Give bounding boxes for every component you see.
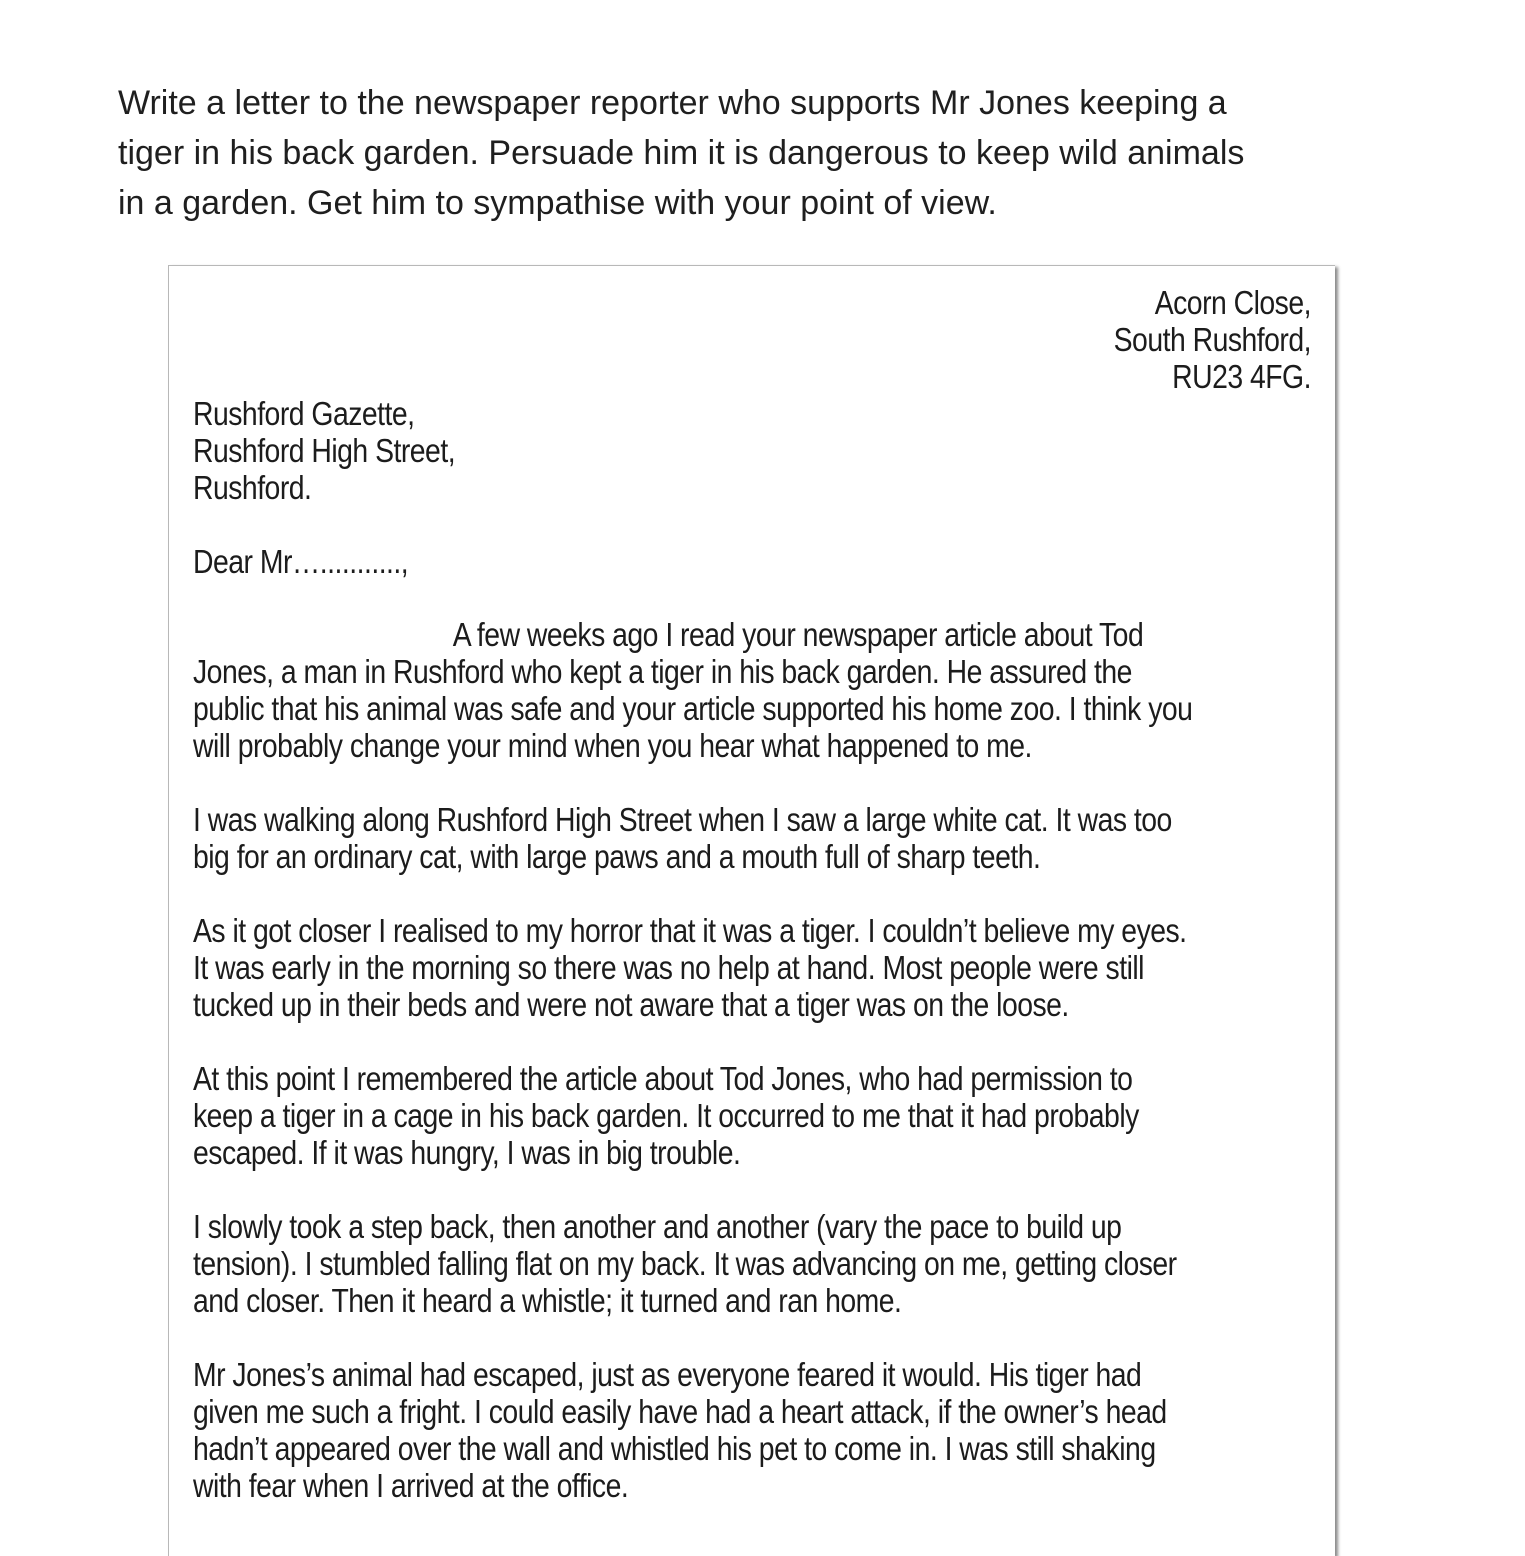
paragraph-line: It was early in the morning so there was no help at hand. Most people were still (193, 949, 1144, 986)
salutation: Dear Mr…..........., (193, 543, 409, 580)
prompt-line: tiger in his back garden. Persuade him it is dangerous to keep wild animals (118, 134, 1245, 172)
prompt-line: Write a letter to the newspaper reporter who supports Mr Jones keeping a (118, 84, 1227, 122)
paragraph-line: Mr Jones’s animal had escaped, just as everyone feared it would. His tiger had (193, 1356, 1142, 1393)
recipient-address-line: Rushford Gazette, (193, 395, 415, 432)
letter-box (168, 265, 1335, 1556)
recipient-address-line: Rushford. (193, 469, 312, 506)
sender-address-line: South Rushford, (1113, 321, 1311, 358)
sender-address (193, 284, 1311, 395)
paragraph-line: given me such a fright. I could easily have had a heart attack, if the owner’s head (193, 1393, 1167, 1430)
recipient-address (193, 395, 1311, 506)
paragraph-3 (193, 912, 1311, 1023)
paragraph-line: At this point I remembered the article about Tod Jones, who had permission to (193, 1060, 1133, 1097)
paragraph-line: A few weeks ago I read your newspaper article about Tod (452, 616, 1144, 653)
task-prompt (118, 78, 1378, 228)
paragraph-line: I was walking along Rushford High Street when I saw a large white cat. It was too (193, 801, 1172, 838)
paragraph-line: big for an ordinary cat, with large paws and a mouth full of sharp teeth. (193, 838, 1041, 875)
paragraph-line: with fear when I arrived at the office. (193, 1467, 629, 1504)
recipient-address-line: Rushford High Street, (193, 432, 456, 469)
paragraph-line: will probably change your mind when you hear what happened to me. (193, 727, 1032, 764)
letter-body (193, 616, 1311, 1504)
paragraph-line: and closer. Then it heard a whistle; it turned and ran home. (193, 1282, 902, 1319)
paragraph-line: Jones, a man in Rushford who kept a tiger in his back garden. He assured the (193, 653, 1132, 690)
paragraph-5 (193, 1208, 1311, 1319)
paragraph-1 (193, 616, 1311, 764)
sender-address-line: Acorn Close, (1154, 284, 1311, 321)
paragraph-line: keep a tiger in a cage in his back garden. It occurred to me that it had probably (193, 1097, 1139, 1134)
paragraph-line: public that his animal was safe and your article supported his home zoo. I think you (193, 690, 1193, 727)
paragraph-4 (193, 1060, 1311, 1171)
paragraph-line: As it got closer I realised to my horror that it was a tiger. I couldn’t believe my eyes. (193, 912, 1187, 949)
paragraph-line: tension). I stumbled falling flat on my back. It was advancing on me, getting closer (193, 1245, 1177, 1282)
paragraph-line: hadn’t appeared over the wall and whistled his pet to come in. I was still shaking (193, 1430, 1156, 1467)
paragraph-line: escaped. If it was hungry, I was in big trouble. (193, 1134, 741, 1171)
prompt-line: in a garden. Get him to sympathise with your point of view. (118, 184, 997, 222)
sender-address-line: RU23 4FG. (1172, 358, 1311, 395)
paragraph-line: I slowly took a step back, then another and another (vary the pace to build up (193, 1208, 1122, 1245)
paragraph-6 (193, 1356, 1311, 1504)
paragraph-line: tucked up in their beds and were not aware that a tiger was on the loose. (193, 986, 1069, 1023)
letter-content (193, 284, 1311, 1504)
paragraph-2 (193, 801, 1311, 875)
